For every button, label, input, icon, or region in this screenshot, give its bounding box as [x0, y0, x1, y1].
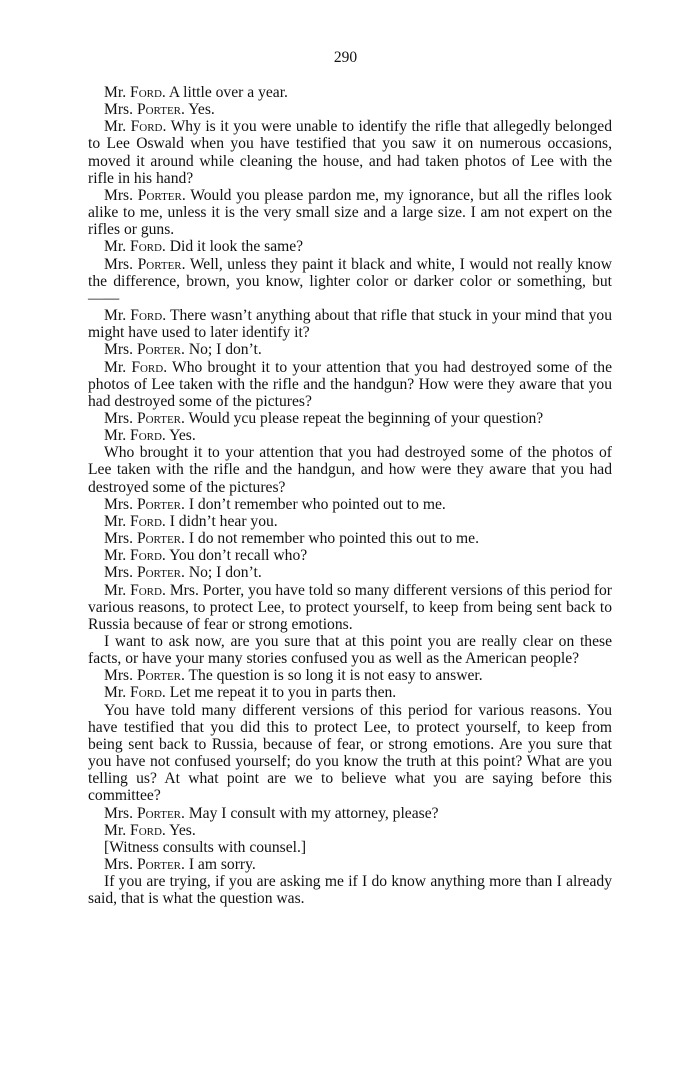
speaker-honorific: Mr. [104, 684, 127, 702]
speaker-name: Ford [130, 118, 163, 136]
paragraph-text: Yes. [169, 427, 196, 445]
page-number: 290 [333, 49, 358, 66]
transcript-paragraph: Mr. Ford. You don’t recall who? [104, 547, 308, 565]
paragraph-text: You have told many different versions of this period for various reasons. You have testified that you did this to protect Lee, to protect yourself, to keep from being sent back to Russia, because of fear, or strong emotions. Are you sure that you have not confused yourself; do you know the truth at this point? What are you telling us? At what point are we to believe what you are saying before this committee? [88, 701, 612, 805]
transcript-paragraph: Mrs. Porter. No; I don’t. [104, 341, 262, 359]
paragraph-text: If you are trying, if you are asking me if I do know anything more than I already said, that is what the question was. [88, 873, 612, 908]
speaker-honorific: Mr. [104, 821, 127, 839]
speaker-honorific: Mrs. [104, 856, 134, 874]
speaker-honorific: Mr. [104, 118, 127, 136]
speaker-name: Porter [137, 255, 182, 273]
speaker-honorific: Mr. [104, 307, 127, 325]
transcript-paragraph: Mr. Ford. Did it look the same? [104, 238, 304, 256]
paragraph-text: Who brought it to your attention that you had destroyed some of the photos of Lee taken with the rifle and the handgun? How were they aware that you had destroyed some of the pictures? [88, 358, 612, 410]
transcript-body [88, 84, 612, 908]
transcript-paragraph: Mrs. Porter. Would ycu please repeat the beginning of your question? [104, 409, 544, 427]
paragraph-text: Did it look the same? [169, 238, 304, 256]
speaker-name: Porter [136, 564, 182, 582]
speaker-name: Porter [136, 804, 182, 822]
transcript-paragraph [88, 702, 612, 805]
speaker-name: Ford [130, 821, 162, 839]
speaker-name: Porter [136, 101, 182, 119]
paragraph-text: Who brought it to your attention that you had destroyed some of the photos of Lee taken with the rifle and the handgun, and how were they aware that you had destroyed some of the pictures? [88, 444, 612, 496]
paragraph-text: No; I don’t. [188, 341, 262, 359]
paragraph-text: I do not remember who pointed this out to me. [188, 530, 479, 548]
transcript-paragraph: Mrs. Porter. I am sorry. [104, 856, 256, 874]
speaker-name: Porter [136, 667, 182, 685]
paragraph-text: Would ycu please repeat the beginning of your question? [188, 409, 544, 427]
transcript-paragraph: Mr. Ford. A little over a year. [104, 84, 288, 101]
transcript-paragraph: Mr. Ford. Why is it you were unable to identify the rifle that allegedly belonged to Lee Oswald when you have testified that you saw it on numerous occasions, moved it around while cleaning the house, and had taken photos of Lee with the rifle in his hand? [88, 118, 613, 187]
speaker-honorific: Mrs. [104, 495, 134, 513]
speaker-honorific: Mrs. [104, 409, 134, 427]
speaker-honorific: Mrs. [104, 530, 134, 548]
transcript-paragraph [88, 633, 612, 667]
paragraph-text: You don’t recall who? [169, 547, 308, 565]
transcript-paragraph [88, 873, 612, 907]
speaker-name: Ford [130, 427, 162, 445]
paragraph-text: Why is it you were unable to identify the rifle that allegedly belonged to Lee Oswald when you have testified that you saw it on numerous occasions, moved it around while cleaning the house, and had taken photos of Lee with the rifle in his hand? [88, 118, 613, 187]
transcript-paragraph: Mr. Ford. Who brought it to your attention that you had destroyed some of the photos of Lee taken with the rifle and the handgun? How were they aware that you had destroyed some of the pictures? [88, 358, 612, 410]
speaker-honorific: Mrs. [104, 341, 134, 359]
paragraph-text: I didn’t hear you. [169, 512, 278, 530]
speaker-honorific: Mr. [104, 238, 127, 256]
transcript-paragraph: Mrs. Porter. The question is so long it is not easy to answer. [104, 667, 483, 685]
transcript-paragraph: Mr. Ford. Mrs. Porter, you have told so many different versions of this period for various reasons, to protect Lee, to protect yourself, to keep from being sent back to Russia because of fear or strong emotions. [88, 581, 613, 633]
speaker-name: Porter [136, 409, 182, 427]
speaker-name: Porter [136, 495, 182, 513]
transcript-paragraph: Mr. Ford. Let me repeat it to you in parts then. [104, 684, 397, 702]
paragraph-text: I want to ask now, are you sure that at this point you are really clear on these facts, or have your many stories confused you as well as the American people? [88, 633, 612, 668]
speaker-honorific: Mr. [104, 427, 127, 445]
transcript-paragraph: Mrs. Porter. Would you please pardon me, my ignorance, but all the rifles look alike to me, unless it is the very small size and a large size. I am not expert on the rifles or guns. [88, 186, 612, 239]
speaker-name: Ford [130, 512, 162, 530]
paragraph-text: The question is so long it is not easy to answer. [188, 667, 483, 685]
transcript-paragraph: Mr. Ford. Yes. [104, 821, 196, 839]
paragraph-text: I don’t remember who pointed out to me. [188, 495, 446, 513]
paragraph-text: There wasn’t anything about that rifle that stuck in your mind that you might have used to later identify it? [88, 307, 612, 342]
paragraph-text: Yes. [188, 101, 215, 119]
speaker-honorific: Mr. [104, 581, 127, 599]
speaker-name: Ford [130, 84, 162, 101]
transcript-paragraph [88, 839, 612, 856]
speaker-honorific: Mr. [104, 84, 127, 101]
paragraph-text: Mrs. Porter, you have told so many different versions of this period for various reasons, to protect Lee, to protect yourself, to keep from being sent back to Russia because of fear or strong emotions. [88, 581, 613, 633]
transcript-paragraph [88, 444, 612, 495]
speaker-honorific: Mrs. [104, 667, 134, 685]
paragraph-text: Would you please pardon me, my ignorance, but all the rifles look alike to me, unless it is the very small size and a large size. I am not expert on the rifles or guns. [88, 186, 612, 239]
paragraph-text: I am sorry. [188, 856, 256, 874]
speaker-honorific: Mrs. [104, 101, 134, 119]
speaker-honorific: Mrs. [104, 564, 134, 582]
speaker-honorific: Mrs. [104, 255, 134, 273]
speaker-name: Ford [130, 307, 163, 325]
speaker-name: Porter [136, 530, 182, 548]
paragraph-text: May I consult with my attorney, please? [188, 804, 439, 822]
speaker-name: Ford [130, 581, 162, 599]
transcript-paragraph: Mr. Ford. There wasn’t anything about that rifle that stuck in your mind that you might have used to later identify it? [88, 307, 612, 342]
speaker-honorific: Mr. [104, 512, 127, 530]
transcript-paragraph: Mrs. Porter. Well, unless they paint it black and white, I would not really know the difference, brown, you know, lighter color or darker color or something, but—— [88, 255, 612, 307]
speaker-name: Ford [130, 238, 162, 256]
speaker-name: Porter [136, 341, 182, 359]
paragraph-text: Yes. [169, 821, 196, 839]
transcript-paragraph: Mrs. Porter. No; I don’t. [104, 564, 262, 582]
paragraph-text: [Witness consults with counsel.] [104, 838, 307, 856]
transcript-paragraph: Mrs. Porter. May I consult with my attorney, please? [104, 804, 439, 822]
transcript-paragraph: Mr. Ford. Yes. [104, 427, 196, 445]
speaker-honorific: Mrs. [104, 804, 134, 822]
speaker-honorific: Mr. [104, 358, 127, 376]
transcript-paragraph: Mrs. Porter. I don’t remember who pointed out to me. [104, 495, 446, 513]
paragraph-text: A little over a year. [168, 84, 288, 101]
speaker-honorific: Mrs. [104, 186, 134, 204]
paragraph-text: No; I don’t. [188, 564, 262, 582]
speaker-name: Ford [131, 358, 164, 376]
speaker-name: Ford [130, 547, 162, 565]
speaker-name: Ford [130, 684, 162, 702]
speaker-name: Porter [136, 856, 182, 874]
paragraph-text: Well, unless they paint it black and white, I would not really know the difference, brown, you know, lighter color or darker color or something, but—— [88, 255, 612, 307]
transcript-paragraph: Mrs. Porter. I do not remember who pointed this out to me. [104, 530, 479, 548]
transcript-paragraph: Mrs. Porter. Yes. [104, 101, 215, 119]
speaker-name: Porter [137, 186, 182, 204]
transcript-paragraph: Mr. Ford. I didn’t hear you. [104, 512, 278, 530]
paragraph-text: Let me repeat it to you in parts then. [169, 684, 397, 702]
speaker-honorific: Mr. [104, 547, 127, 565]
